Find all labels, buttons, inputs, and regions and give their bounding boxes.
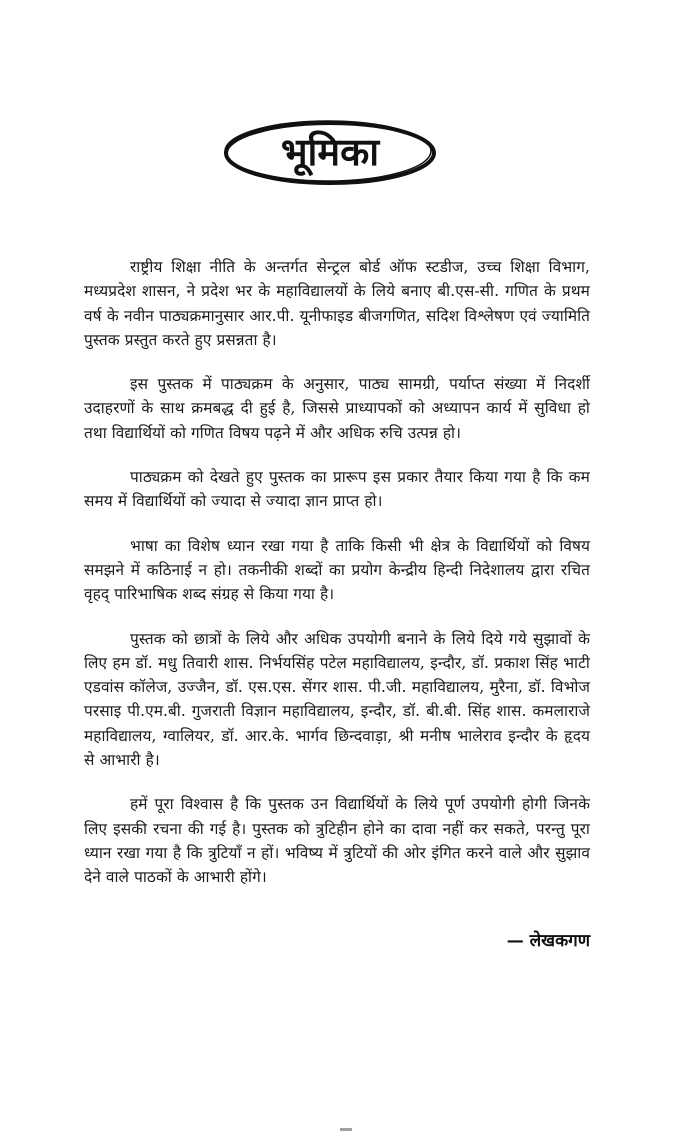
preface-body (84, 255, 590, 910)
paragraph: पुस्तक को छात्रों के लिये और अधिक उपयोगी बनाने के लिये दिये गये सुझावों के लिए हम डॉ. मधु तिवारी शास. निर्भयसिंह पटेल महाविद्यालय, इन्दौर, डॉ. प्रकाश सिंह भाटी एडवांस कॉलेज, उज्जैन, डॉ. एस.एस. सेंगर शास. पी.जी. महाविद्यालय, मुरैना, डॉ. विभोज परसाइ पी.एम.बी. गुजराती विज्ञान महाविद्यालय, इन्दौर, डॉ. बी.बी. सिंह शास. कमलाराजे महाविद्यालय, ग्वालियर, डॉ. आर.के. भार्गव छिन्दवाड़ा, श्री मनीष भालेराव इन्दौर के हृदय से आभारी है। (84, 629, 590, 770)
paragraph: भाषा का विशेष ध्यान रखा गया है ताकि किसी भी क्षेत्र के विद्यार्थियों को विषय समझने में कठिनाई न हो। तकनीकी शब्दों का प्रयोग केन्द्रीय हिन्दी निदेशालय द्वारा रचित वृहद् पारिभाषिक शब्द संग्रह से किया गया है। (84, 536, 590, 604)
paragraph: हमें पूरा विश्वास है कि पुस्तक उन विद्यार्थियों के लिये पूर्ण उपयोगी होगी जिनके लिए इसकी रचना की गई है। पुस्तक को त्रुटिहीन होने का दावा नहीं कर सकते, परन्तु पूरा ध्यान रखा गया है कि त्रुटियाँ न हों। भविष्य में त्रुटियों की ओर इंगित करने वाले और सुझाव देने वाले पाठकों के आभारी होंगे। (84, 795, 590, 887)
page-footer-mark (340, 1128, 352, 1131)
author-signature: — लेखकगण (506, 931, 590, 951)
title-badge (222, 118, 438, 186)
paragraph: इस पुस्तक में पाठ्यक्रम के अनुसार, पाठ्य सामग्री, पर्याप्त संख्या में निदर्शी उदाहरणों के साथ क्रमबद्ध दी हुई है, जिससे प्राध्यापकों को अध्यापन कार्य में सुविधा हो तथा विद्यार्थियों को गणित विषय पढ़ने में और अधिक रुचि उत्पन्न हो। (84, 375, 590, 442)
paragraph: पाठ्यक्रम को देखते हुए पुस्तक का प्रारूप इस प्रकार तैयार किया गया है कि कम समय में विद्यार्थियों को ज्यादा से ज्यादा ज्ञान प्राप्त हो। (84, 468, 590, 511)
paragraph: राष्ट्रीय शिक्षा नीति के अन्तर्गत सेन्ट्रल बोर्ड ऑफ स्टडीज, उच्च शिक्षा विभाग, मध्यप्रदेश शासन, ने प्रदेश भर के महाविद्यालयों के लिये बनाए बी.एस-सी. गणित के प्रथम वर्ष के नवीन पाठ्यक्रमानुसार आर.पी. यूनीफाइड बीजगणित, सदिश विश्लेषण एवं ज्यामिति पुस्तक प्रस्तुत करते हुए प्रसन्नता है। (84, 258, 590, 349)
page-title: भूमिका (280, 130, 380, 174)
